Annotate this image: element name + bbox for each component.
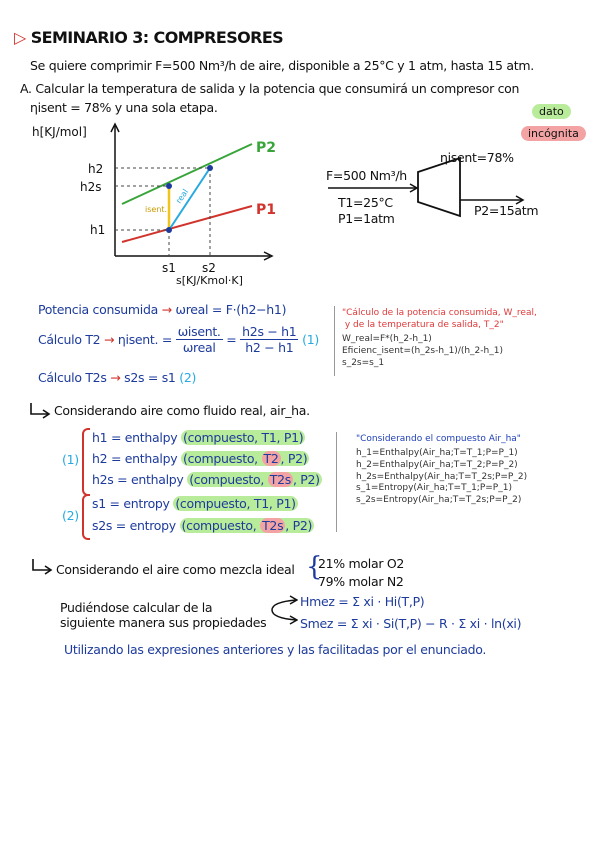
h2s-enthalpy: h2s = enthalpy [92,472,184,487]
h-mez-equation: Hmez = Σ xi · Hi(T,P) [300,594,425,609]
s1-row [92,496,298,511]
state-2-point [207,165,213,171]
title-marker-icon: ▷ [14,28,26,47]
h1-row [92,430,305,445]
potencia-line [38,302,286,317]
code2-lines: h_1=Enthalpy(Air_ha;T=T_1;P=P_1) h_2=Enthalpy(Air_ha;T=T_2;P=P_2) h_2s=Enthalpy(Air_ha;T=T_2s;P=P_2) s_1=Entropy(Air_ha;T=T_1;P=P_1) s_2s=Entropy(Air_ha;T=T_2s;P=P_2) [356,448,528,506]
p2-label: P2 [256,140,277,156]
h2s-args: (compuesto, T2s , P2) [189,472,320,487]
intro-line-3: ηisent = 78% y una sola etapa. [30,100,218,115]
x-axis-label: s[KJ/Kmol·K] [176,274,243,287]
h1-args: (compuesto, T1, P1) [183,430,304,445]
hs-diagram [30,118,340,288]
intro-line-2: A. Calcular la temperatura de salida y la potencia que consumirá un compresor con [20,81,520,96]
h1-enthalpy: h1 = enthalpy [92,430,178,445]
s2s-entropy: s2s = entropy [92,518,176,533]
h2-enthalpy: h2 = enthalpy [92,451,178,466]
ref-2: (2) [179,370,197,385]
t2s-label: Cálculo T2s [38,370,107,385]
t2s-unknown-2: T2s [262,518,284,533]
return-arrow-icon [30,558,54,576]
h2s-label: h2s [80,180,102,194]
real-label: real [174,187,191,206]
props-line-1: Pudiéndose calcular de la [60,600,213,615]
s-mez-equation: Smez = Σ xi · Si(T,P) − R · Σ xi · ln(xi) [300,616,522,631]
h2-row [92,451,309,466]
split-arrow-icon [268,592,298,628]
n2-fraction: 79% molar N2 [318,574,404,589]
t1-label: T1=25°C [338,195,393,210]
code1-comment: "Cálculo de la potencia consumida, W_real, y de la temperatura de salida, T_2" [342,308,537,330]
isobar-p1 [122,206,252,242]
h2s-row [92,472,322,487]
h2-label: h2 [88,162,104,176]
real-fluid-heading: Considerando aire como fluido real, air_ha. [54,403,310,418]
equals-sign: = [226,332,237,347]
ideal-mix-heading: Considerando el aire como mezcla ideal [56,562,295,577]
h2s-minus-h1: h2s − h1 [242,324,297,339]
o2-fraction: 21% molar O2 [318,556,405,571]
page-title [14,28,283,47]
h2-args: (compuesto, T2 , P2) [183,451,308,466]
eta-symbol: ηisent. [117,332,159,347]
compressor-icon [418,158,460,216]
props-line-2: siguiente manera sus propiedades [60,615,267,630]
brace-2 [82,494,90,540]
real-ref-2: (2) [62,508,79,523]
title-text: SEMINARIO 3: COMPRESORES [30,28,284,47]
w-real: ωreal [182,340,216,355]
composition-brace: { [306,552,323,582]
s2s-equation: s2s = s1 [124,370,176,385]
p1-inlet-label: P1=1atm [338,211,395,226]
brace-1 [82,428,90,496]
s2-label: s2 [202,261,216,275]
t2-unknown: T2 [263,451,279,466]
intro-line-1: Se quiere comprimir F=500 Nm³/h de aire, disponible a 25°C y 1 atm, hasta 15 atm. [30,58,534,73]
real-ref-1: (1) [62,452,79,467]
p2-outlet-label: P2=15atm [474,203,539,218]
conclusion-text: Utilizando las expresiones anteriores y las facilitadas por el enunciado. [64,642,487,657]
code1-lines: W_real=F*(h_2-h_1) Eficienc_isent=(h_2s-h_1)/(h_2-h_1) s_2s=s_1 [342,334,503,368]
t2-line [38,324,319,355]
state-2s-point [166,183,172,189]
s1-entropy: s1 = entropy [92,496,170,511]
p1-label: P1 [256,202,277,218]
t2s-unknown: T2s [269,472,291,487]
feed-label: F=500 Nm³/h [326,168,407,183]
ref-1: (1) [302,332,319,347]
s2s-row [92,518,314,533]
eta-label: ηisent=78% [440,150,514,165]
potencia-equation: ωreal = F·(h2−h1) [175,302,287,317]
y-axis-label: h[KJ/mol] [32,125,87,139]
s2s-args: (compuesto, T2s , P2) [181,518,313,533]
isent-label: isent. [145,205,168,214]
legend-incognita: incógnita [521,126,586,141]
t2-label: Cálculo T2 [38,332,101,347]
code2-brace [336,432,338,532]
t2s-line [38,370,196,385]
equals-sign: = [161,332,173,347]
code1-brace [334,306,336,376]
s1-args: (compuesto, T1, P1) [175,496,296,511]
work-fraction [176,324,223,355]
code2-comment: "Considerando el compuesto Air_ha" [356,434,521,444]
arrow-icon: → [161,302,172,317]
enthalpy-fraction [240,324,298,355]
h1-label: h1 [90,223,106,237]
potencia-label: Potencia consumida [38,302,158,317]
s1-label: s1 [162,261,176,275]
w-isent: ωisent. [177,324,221,339]
arrow-icon: → [104,332,115,347]
h2-minus-h1: h2 − h1 [245,340,294,355]
return-arrow-icon [28,402,52,420]
arrow-icon: → [110,370,121,385]
state-1-point [166,227,172,233]
legend-dato: dato [532,104,571,119]
